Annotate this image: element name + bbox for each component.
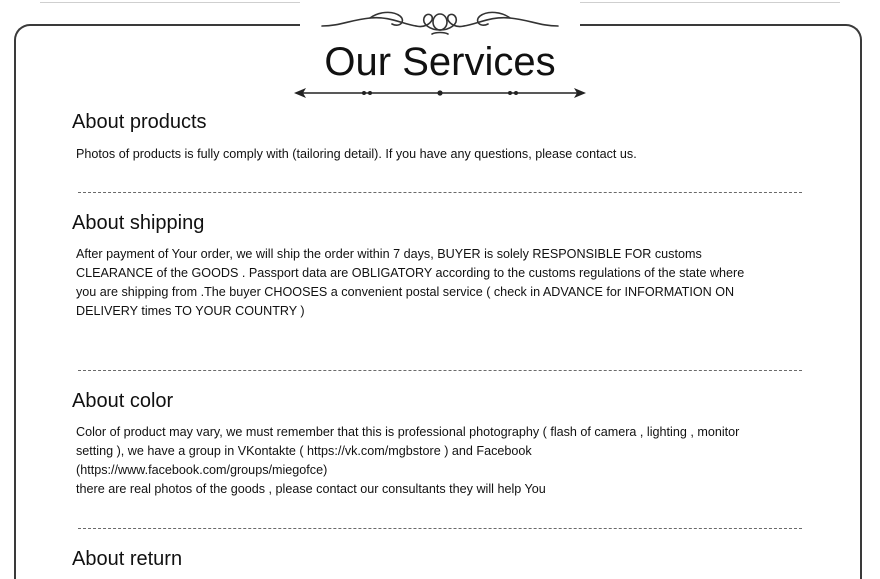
section-text-line: setting ), we have a group in VKontakte ( https://vk.com/mgbstore ) and Facebook [76, 444, 532, 458]
section-return [72, 547, 812, 571]
section-products [72, 110, 812, 161]
page-title: Our Services [324, 40, 556, 84]
section-color [72, 389, 812, 496]
arrow-divider-icon [294, 86, 586, 100]
section-heading: About products [72, 111, 207, 133]
section-text-line: DELIVERY times TO YOUR COUNTRY ) [76, 304, 305, 318]
section-heading: About return [72, 548, 183, 570]
dashed-divider [78, 370, 802, 371]
section-text-line: CLEARANCE of the GOODS . Passport data are OBLIGATORY according to the customs regulations of the state where [76, 266, 745, 280]
section-text-line: Color of product may vary, we must remember that this is professional photography ( flash of camera , lighting , monitor [76, 425, 740, 439]
dashed-divider [78, 528, 802, 529]
section-text-line: After payment of Your order, we will ship the order within 7 days, BUYER is solely RESPONSIBLE FOR customs [76, 247, 702, 261]
section-text-line: you are shipping from .The buyer CHOOSES a convenient postal service ( check in ADVANCE for INFORMATION ON [76, 285, 735, 299]
dashed-divider [78, 192, 802, 193]
section-text-line: Photos of products is fully comply with (tailoring detail). If you have any questions, please contact us. [76, 147, 637, 161]
section-heading: About shipping [72, 212, 205, 234]
section-shipping [72, 211, 812, 318]
section-heading: About color [72, 390, 174, 412]
flourish-ornament-icon [320, 6, 560, 40]
section-text-line: (https://www.facebook.com/groups/miegofce) [76, 463, 328, 477]
section-text-line: there are real photos of the goods , please contact our consultants they will help You [76, 482, 546, 496]
